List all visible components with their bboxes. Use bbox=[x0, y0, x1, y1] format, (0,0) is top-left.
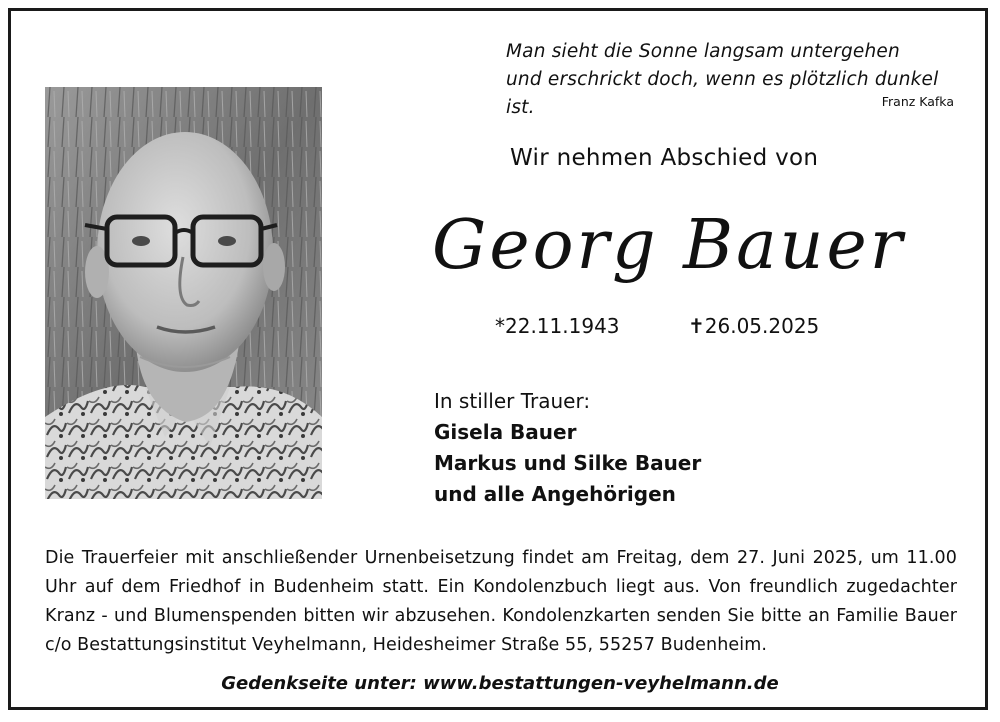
quote-line-1: Man sieht die Sonne langsam untergehen bbox=[506, 41, 900, 62]
quote-author: Franz Kafka bbox=[881, 94, 954, 109]
memorial-page-link[interactable]: Gedenkseite unter: www.bestattungen-veyhelmann.de bbox=[221, 673, 779, 694]
quote bbox=[506, 38, 954, 122]
mourners-block bbox=[434, 386, 701, 510]
mourner-name: Gisela Bauer bbox=[434, 420, 577, 444]
funeral-notice: Die Trauerfeier mit anschließender Urnenbeisetzung findet am Freitag, dem 27. Juni 2025, um 11.00 Uhr auf dem Friedhof in Budenheim statt. Ein Kondolenzbuch liegt aus. Von freundlich zugedachter Kranz - und Blumenspenden bitten wir abzusehen. Kondolenzkarten senden Sie bitte an Familie Bauer c/o Bestattungsinstitut Veyhelmann, Heidesheimer Straße 55, 55257 Budenheim. bbox=[45, 548, 957, 655]
portrait-photo bbox=[45, 87, 322, 499]
mourner-name: und alle Angehörigen bbox=[434, 482, 676, 506]
deceased-name: Georg Bauer bbox=[432, 206, 906, 285]
farewell-heading: Wir nehmen Abschied von bbox=[510, 145, 819, 171]
quote-line-2: und erschrickt doch, wenn es plötzlich dunkel ist. bbox=[506, 69, 939, 118]
birth-date: *22.11.1943 bbox=[495, 314, 620, 338]
mourners-heading: In stiller Trauer: bbox=[434, 389, 591, 413]
mourner-name: Markus und Silke Bauer bbox=[434, 451, 702, 475]
death-date: ✝26.05.2025 bbox=[688, 314, 820, 338]
